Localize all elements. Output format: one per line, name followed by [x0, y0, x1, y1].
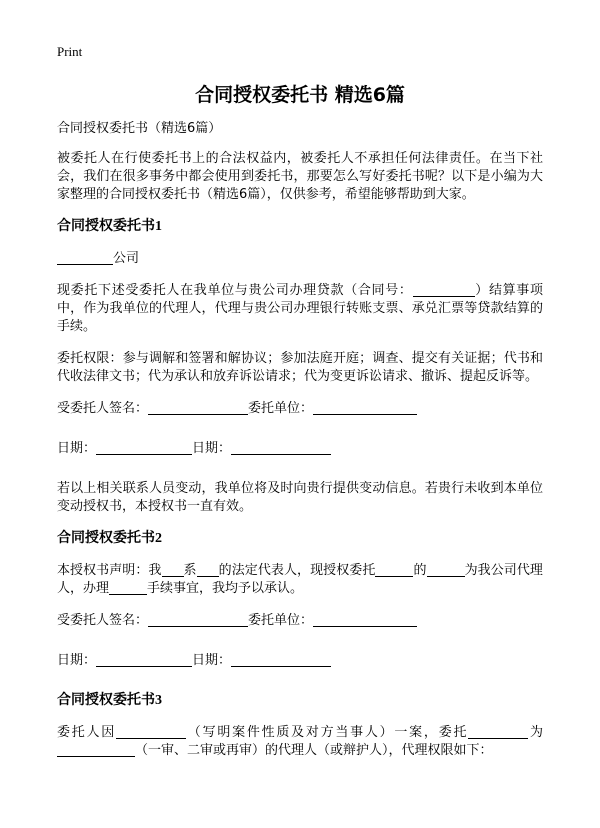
section-1-date-row [57, 440, 543, 458]
s3-text-c: 为 [528, 725, 543, 740]
trustee-signature-label: 受委托人签名： [57, 401, 149, 416]
company-suffix: 公司 [113, 251, 140, 266]
s2-principal-unit-blank[interactable] [313, 612, 417, 627]
section-2-sign-row [57, 612, 543, 630]
company-line [57, 250, 543, 268]
section-3-paragraph [57, 724, 543, 760]
section-3-heading: 合同授权委托书3 [57, 693, 162, 708]
contract-number-blank[interactable] [413, 282, 475, 297]
s2-principal-unit-label: 委托单位： [248, 613, 314, 628]
s2-text-d: 的 [413, 563, 427, 578]
section-1-paragraph-3: 若以上相关联系人员变动，我单位将及时向贵行提供变动信息。若贵行未收到本单位变动授权书，本授权书一直有效。 [57, 481, 543, 514]
s2-date-label-1: 日期： [57, 653, 97, 668]
section-2-date-row [57, 652, 543, 670]
s2-text-b: 系 [183, 563, 197, 578]
s2-text-f: 手续事宜，我均予以承认。 [147, 581, 304, 596]
principal-unit-label: 委托单位： [248, 401, 314, 416]
s2-text-a: 本授权书声明：我 [57, 563, 162, 578]
date-blank-2[interactable] [231, 440, 331, 455]
section-1-paragraph-1-start: 现委托下述受委托人在我单位与贵公司办理贷款（合同号： [57, 283, 413, 298]
intro-subtitle: 合同授权委托书（精选6篇） [57, 121, 222, 136]
date-blank-1[interactable] [96, 440, 192, 455]
s2-blank-entrustee[interactable] [375, 562, 413, 577]
s2-blank-company[interactable] [197, 562, 219, 577]
s3-blank-agent[interactable] [468, 724, 528, 739]
date-label-2: 日期： [192, 441, 232, 456]
s2-date-blank-2[interactable] [231, 652, 331, 667]
s2-blank-matter[interactable] [109, 580, 147, 595]
s2-trustee-signature-label: 受委托人签名： [57, 613, 149, 628]
intro-paragraph: 被委托人在行使委托书上的合法权益内，被委托人不承担任何法律责任。在当下社会，我们在很多事务中都会使用到委托书，那要怎么写好委托书呢？以下是小编为大家整理的合同授权委托书（精选6篇），仅供参考，希望能够帮助到大家。 [57, 151, 543, 202]
section-2-heading: 合同授权委托书2 [57, 531, 162, 546]
s3-text-a: 委托人因 [57, 725, 117, 740]
s2-blank-name[interactable] [162, 562, 184, 577]
document-title: 合同授权委托书 精选6篇 [195, 84, 405, 106]
s2-date-label-2: 日期： [192, 653, 232, 668]
section-1-sign-row [57, 400, 543, 418]
section-1-paragraph-1-end: ）结算事项中，作为我单位的代理人，代理与贵公司办理银行转账支票、承兑汇票等贷款结算的手续。 [57, 283, 543, 334]
document-body [57, 120, 543, 774]
company-name-blank[interactable] [57, 250, 113, 265]
section-1-paragraph-1 [57, 282, 543, 336]
s2-date-blank-1[interactable] [96, 652, 192, 667]
s3-blank-court[interactable] [57, 742, 135, 757]
print-label[interactable]: Print [57, 44, 83, 59]
date-label-1: 日期： [57, 441, 97, 456]
section-1-heading: 合同授权委托书1 [57, 219, 162, 234]
s3-blank-client[interactable] [116, 724, 186, 739]
s2-blank-person[interactable] [427, 562, 465, 577]
principal-unit-blank[interactable] [313, 400, 417, 415]
section-2-paragraph [57, 562, 543, 598]
trustee-signature-blank[interactable] [148, 400, 248, 415]
section-1-paragraph-2: 委托权限：参与调解和签署和解协议；参加法庭开庭；调查、提交有关证据；代书和代收法律文书；代为承认和放弃诉讼请求；代为变更诉讼请求、撤诉、提起反诉等。 [57, 351, 543, 384]
s3-text-b: （写明案件性质及对方当事人）一案，委托 [186, 725, 469, 740]
s2-text-c: 的法定代表人，现授权委托 [218, 563, 376, 578]
s3-text-d: （一审、二审或再审）的代理人（或辩护人），代理权限如下： [135, 743, 493, 758]
s2-text-e: 为我公司代理人，办理 [57, 563, 543, 596]
s2-trustee-signature-blank[interactable] [148, 612, 248, 627]
